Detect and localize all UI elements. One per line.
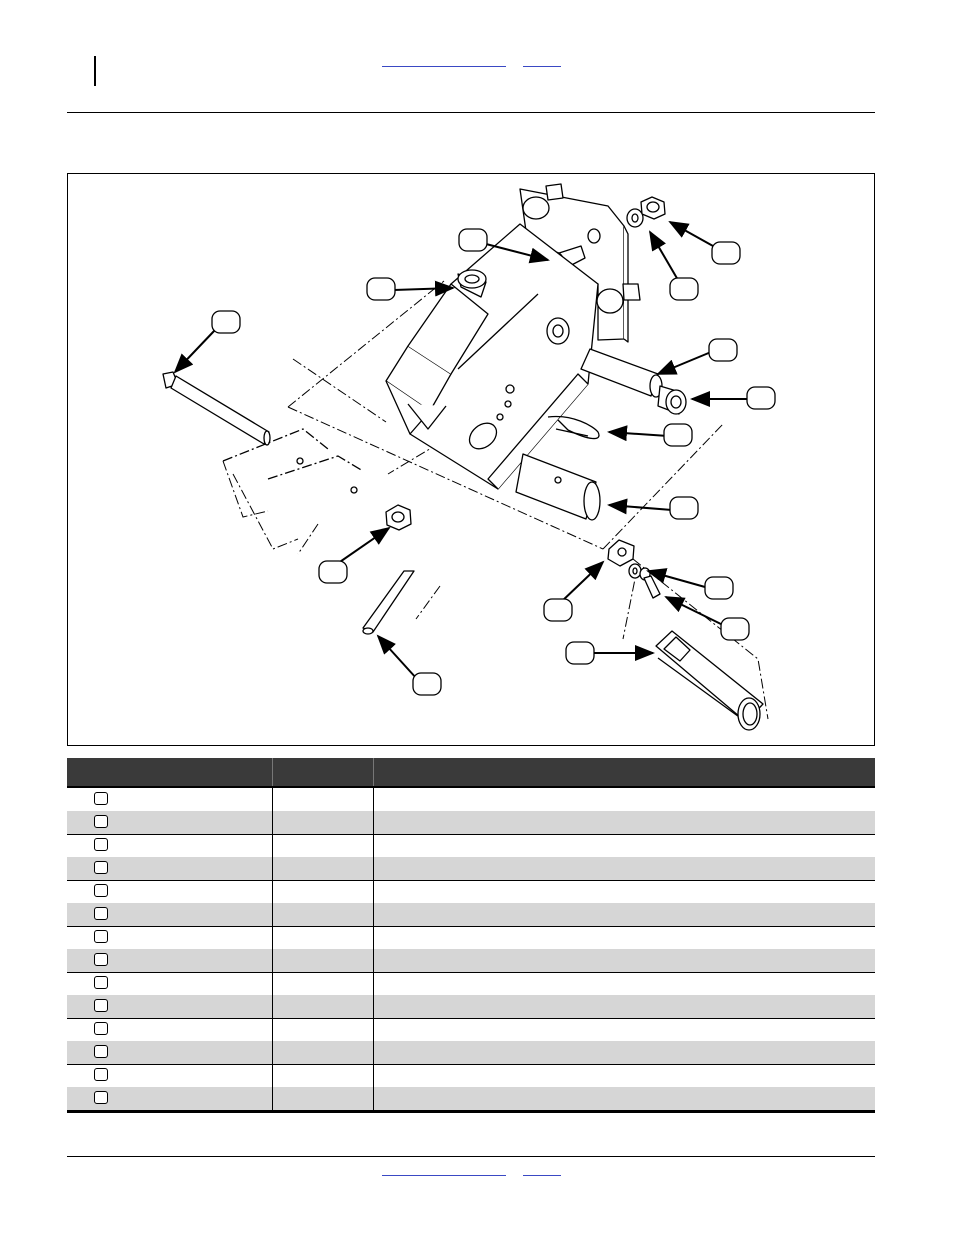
header-rule bbox=[67, 112, 875, 113]
item-number-box bbox=[94, 792, 108, 805]
table-row bbox=[67, 995, 875, 1019]
table-row bbox=[67, 1064, 875, 1088]
hex-nut bbox=[641, 197, 665, 219]
footer-link-page[interactable] bbox=[523, 1175, 561, 1176]
callout-bubble bbox=[670, 497, 698, 519]
callout-bubble bbox=[319, 561, 347, 583]
table-header bbox=[67, 758, 875, 786]
footer-rule bbox=[67, 1156, 875, 1157]
callout-bubble bbox=[212, 311, 240, 333]
table-row bbox=[67, 926, 875, 950]
bolt bbox=[163, 372, 270, 445]
callout-bubble bbox=[712, 242, 740, 264]
roll-pin bbox=[363, 571, 414, 634]
header-margin-mark bbox=[94, 56, 96, 86]
table-row bbox=[67, 949, 875, 973]
table-row bbox=[67, 880, 875, 904]
table-row bbox=[67, 1018, 875, 1042]
item-number-box bbox=[94, 907, 108, 920]
parts-table bbox=[67, 758, 875, 1113]
table-row bbox=[67, 834, 875, 858]
column-divider bbox=[373, 758, 374, 786]
bushing bbox=[658, 386, 686, 414]
callout-bubble bbox=[566, 642, 594, 664]
table-row bbox=[67, 972, 875, 996]
header-link-page[interactable] bbox=[523, 66, 561, 67]
callout-bubble bbox=[367, 278, 395, 300]
item-number-box bbox=[94, 1045, 108, 1058]
flat-washer bbox=[629, 564, 641, 578]
parts-illustration bbox=[67, 173, 875, 746]
callout-bubble bbox=[747, 387, 775, 409]
callout-bubble bbox=[544, 599, 572, 621]
header-link-manual[interactable] bbox=[382, 66, 506, 67]
footer-link-manual[interactable] bbox=[382, 1175, 506, 1176]
table-row bbox=[67, 857, 875, 881]
item-number-box bbox=[94, 999, 108, 1012]
item-number-box bbox=[94, 930, 108, 943]
table-row bbox=[67, 811, 875, 835]
item-number-box bbox=[94, 838, 108, 851]
callout-bubble bbox=[459, 229, 487, 251]
item-number-box bbox=[94, 884, 108, 897]
item-number-box bbox=[94, 815, 108, 828]
item-number-box bbox=[94, 1091, 108, 1104]
item-number-box bbox=[94, 1068, 108, 1081]
arm-bracket bbox=[386, 224, 598, 489]
table-row bbox=[67, 1087, 875, 1111]
flat-washer bbox=[627, 209, 643, 227]
item-number-box bbox=[94, 1022, 108, 1035]
callout-bubble bbox=[413, 673, 441, 695]
flat-washer bbox=[608, 540, 634, 566]
table-row bbox=[67, 903, 875, 927]
hex-nut bbox=[386, 505, 411, 530]
callout-bubble bbox=[705, 577, 733, 599]
item-number-box bbox=[94, 953, 108, 966]
item-number-box bbox=[94, 861, 108, 874]
callout-bubble bbox=[670, 278, 698, 300]
pin bbox=[516, 454, 600, 520]
table-bottom-rule bbox=[67, 1110, 875, 1113]
pin-sleeve bbox=[656, 631, 763, 730]
callout-bubble bbox=[664, 424, 692, 446]
item-number-box bbox=[94, 976, 108, 989]
column-divider bbox=[272, 758, 273, 786]
table-row bbox=[67, 788, 875, 812]
table-row bbox=[67, 1041, 875, 1065]
callout-bubble bbox=[721, 618, 749, 640]
callout-bubble bbox=[709, 339, 737, 361]
